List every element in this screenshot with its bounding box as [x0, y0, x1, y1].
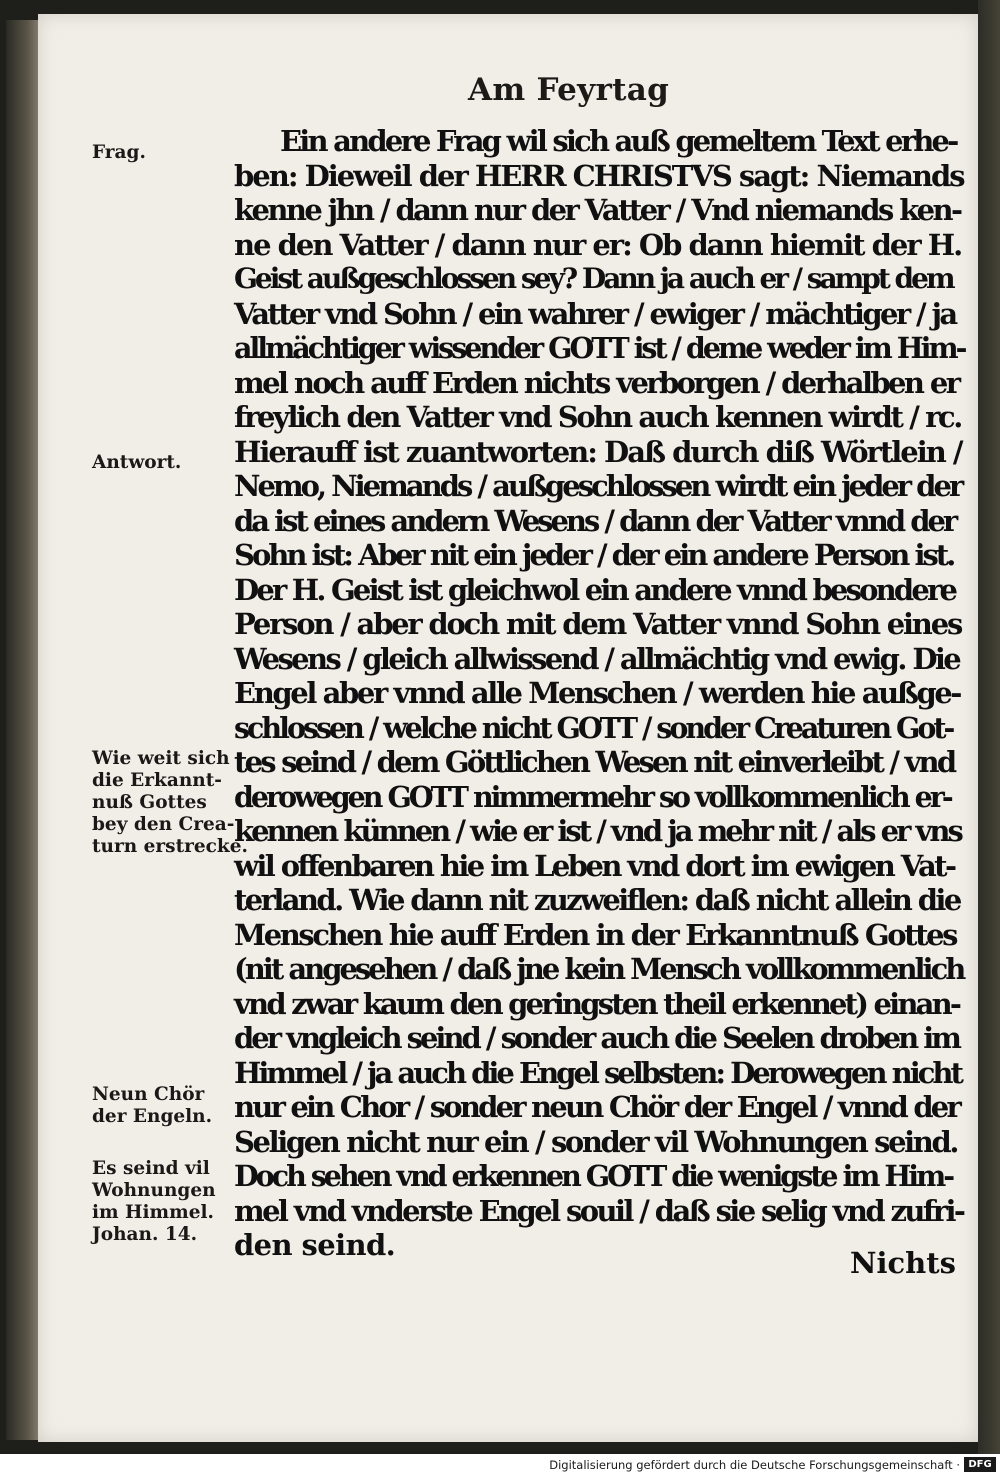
text-line: den seind. [234, 1228, 396, 1262]
text-line: Ein andere Frag wil sich auß gemeltem Text erhe- [280, 124, 957, 158]
margin-note-wieweit [92, 748, 248, 858]
text-line: mel vnd vnderste Engel souil / daß sie selig vnd zufri- [234, 1193, 964, 1228]
text-line: derowegen GOTT nimmermehr so vollkommenlich er- [234, 779, 951, 814]
dfg-logo: DFG [964, 1457, 996, 1472]
text-line: ben: Dieweil der HERR CHRISTVS sagt: Niemands [234, 158, 964, 193]
margin-note-line: nuß Gottes [92, 792, 207, 813]
text-line: Doch sehen vnd erkennen GOTT die wenigste im Him- [234, 1159, 953, 1193]
body-text [234, 124, 964, 1263]
adjacent-page-edge [6, 20, 42, 1440]
text-line: mel noch auff Erden nichts verborgen / derhalben er [234, 365, 959, 400]
margin-note-line: Wie weit sich [92, 748, 230, 769]
margin-note-line: Antwort. [92, 452, 182, 473]
text-line: Vatter vnd Sohn / ein wahrer / ewiger / mächtiger / ja [234, 296, 956, 331]
text-line: vnd zwar kaum den geringsten theil erkennet) einan- [234, 986, 960, 1021]
margin-note-line: turn erstrecke. [92, 836, 248, 857]
margin-note-line: der Engeln. [92, 1106, 213, 1127]
margin-note-line: die Erkannt- [92, 770, 222, 791]
margin-note-line: im Himmel. [92, 1202, 214, 1223]
text-line: Seligen nicht nur ein / sonder vil Wohnungen seind. [234, 1124, 958, 1159]
text-line: Sohn ist: Aber nit ein jeder / der ein andere Person ist. [234, 538, 954, 572]
scan-border-right [978, 0, 1000, 1454]
text-line: kennen künnen / wie er ist / vnd ja mehr nit / als er vns [234, 814, 961, 848]
text-line: Wesens / gleich allwissend / allmächtig vnd ewig. Die [234, 641, 960, 676]
text-line: terland. Wie dann nit zuzweiflen: daß nicht allein die [234, 883, 960, 917]
text-line: Menschen hie auff Erden in der Erkanntnuß Gottes [234, 917, 957, 952]
text-line: Hierauff ist zuantworten: Daß durch diß Wörtlein / [234, 434, 962, 469]
margin-note-antwort [92, 452, 181, 474]
text-line: Der H. Geist ist gleichwol ein andere vnnd besondere [234, 572, 956, 607]
text-line: da ist eines andern Wesens / dann der Vatter vnnd der [234, 503, 956, 538]
catchword: Nichts [850, 1246, 956, 1280]
text-line: Engel aber vnnd alle Menschen / werden hie außge- [234, 676, 961, 710]
running-head: Am Feyrtag [468, 72, 670, 108]
text-line: freylich den Vatter vnd Sohn auch kennen wirdt / rc. [234, 400, 961, 434]
text-line: nur ein Chor / sonder neun Chör der Engel / vnnd der [234, 1090, 959, 1124]
text-line: wil offenbaren hie im Leben vnd dort im ewigen Vat- [234, 848, 955, 883]
margin-note-line: Frag. [92, 142, 146, 163]
margin-note-line: Neun Chör [92, 1084, 205, 1105]
margin-note-line: bey den Crea- [92, 814, 235, 835]
text-line: der vngleich seind / sonder auch die Seelen droben im [234, 1021, 959, 1055]
margin-note-frag [92, 142, 146, 164]
text-line: kenne jhn / dann nur der Vatter / Vnd niemands ken- [234, 193, 961, 227]
text-line: allmächtiger wissender GOTT ist / deme weder im Him- [234, 331, 965, 365]
text-line: Nemo, Niemands / außgeschlossen wirdt ein jeder der [234, 469, 962, 503]
margin-note-wohnungen [92, 1158, 216, 1246]
margin-note-line: Es seind vil [92, 1158, 210, 1179]
text-line: tes seind / dem Göttlichen Wesen nit einverleibt / vnd [234, 745, 955, 779]
margin-note-line: Johan. 14. [92, 1224, 198, 1245]
funding-notice: Digitalisierung gefördert durch die Deutsche Forschungsgemeinschaft · [549, 1458, 960, 1472]
text-line: schlossen / welche nicht GOTT / sonder Creaturen Got- [234, 710, 953, 745]
text-line: ne den Vatter / dann nur er: Ob dann hiemit der H. [234, 227, 962, 262]
text-line: (nit angesehen / daß jne kein Mensch vollkommenlich [234, 952, 964, 986]
text-line: Person / aber doch mit dem Vatter vnnd Sohn eines [234, 607, 962, 641]
text-line: Himmel / ja auch die Engel selbsten: Derowegen nicht [234, 1055, 961, 1090]
margin-note-neun-choer [92, 1084, 212, 1128]
margin-note-line: Wohnungen [92, 1180, 216, 1201]
text-line: Geist außgeschlossen sey? Dann ja auch er / sampt dem [234, 262, 953, 295]
